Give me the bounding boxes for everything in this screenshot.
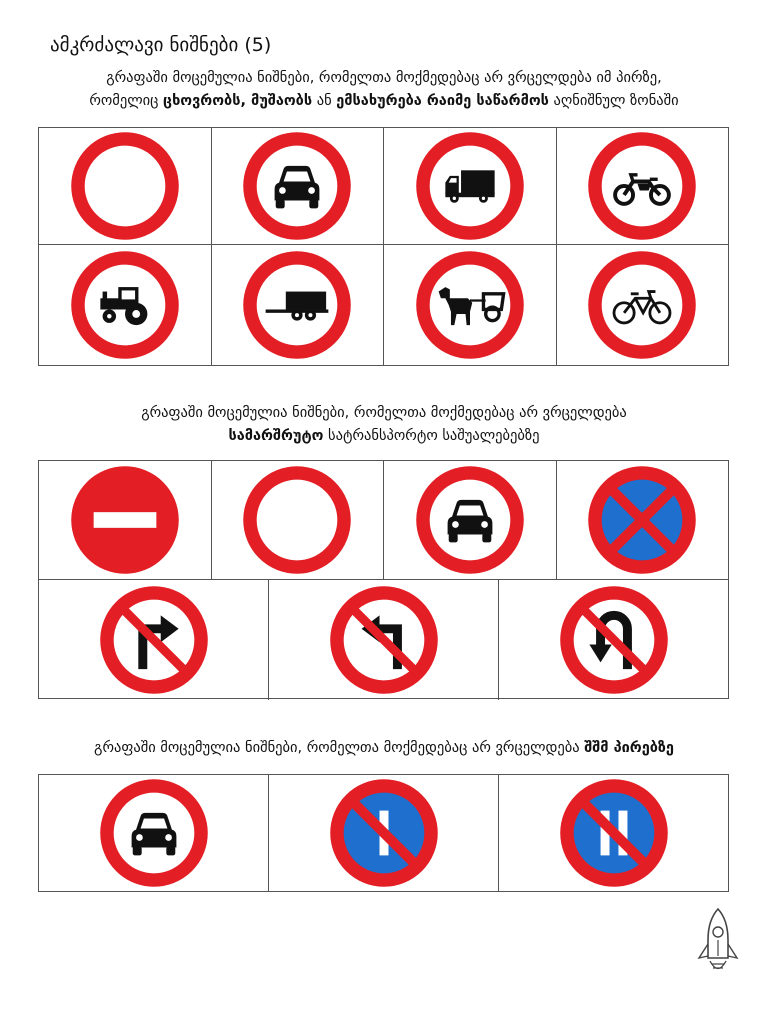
table-row bbox=[39, 461, 728, 580]
table-cell bbox=[39, 128, 212, 244]
table-cell bbox=[39, 461, 212, 579]
table-cell bbox=[499, 775, 728, 891]
no-tractors-icon bbox=[69, 249, 181, 361]
table-cell bbox=[384, 128, 557, 244]
table-cell bbox=[212, 128, 385, 244]
section3-line bbox=[0, 737, 768, 760]
rocket-icon bbox=[694, 906, 742, 978]
no-cars-icon bbox=[98, 777, 210, 889]
section1-sign-table bbox=[38, 127, 729, 366]
table-cell bbox=[269, 580, 499, 700]
table-cell bbox=[499, 580, 728, 700]
no-entry-icon bbox=[69, 464, 181, 576]
table-row bbox=[39, 245, 728, 365]
table-cell bbox=[557, 245, 729, 365]
section1-bold-serve: ემსახურება რაიმე საწარმოს bbox=[336, 93, 549, 109]
section1-line2-end: აღნიშნულ ზონაში bbox=[548, 93, 679, 109]
table-cell bbox=[384, 245, 557, 365]
section3-sign-table bbox=[38, 774, 729, 892]
no-vehicles-icon bbox=[69, 130, 181, 242]
section1-bold-live-work: ცხოვრობს, მუშაობს bbox=[163, 93, 313, 109]
page-title: ამკრძალავი ნიშნები (5) bbox=[50, 34, 272, 56]
section3-line-start: გრაფაში მოცემულია ნიშნები, რომელთა მოქმედებაც არ ვრცელდება bbox=[94, 740, 585, 756]
no-horse-carts-icon bbox=[414, 249, 526, 361]
no-u-turn-icon bbox=[558, 584, 670, 696]
table-cell bbox=[269, 775, 499, 891]
section3-description bbox=[0, 737, 768, 760]
section1-line2 bbox=[0, 90, 768, 113]
table-row bbox=[39, 580, 728, 700]
no-cars-icon bbox=[241, 130, 353, 242]
no-right-turn-icon bbox=[98, 584, 210, 696]
section2-line1: გრაფაში მოცემულია ნიშნები, რომელთა მოქმედებაც არ ვრცელდება bbox=[141, 405, 627, 421]
no-trucks-icon bbox=[414, 130, 526, 242]
table-cell bbox=[557, 128, 729, 244]
table-cell bbox=[384, 461, 557, 579]
table-row bbox=[39, 128, 728, 245]
no-parking-odd-days-icon bbox=[328, 777, 440, 889]
section1-line2-start: რომელიც bbox=[89, 93, 164, 109]
section1-line2-mid: ან bbox=[312, 93, 337, 109]
section2-sign-table bbox=[38, 460, 729, 699]
section3-bold-disabled: შშმ პირებზე bbox=[584, 740, 674, 756]
section2-line2-end: სატრანსპორტო საშუალებებზე bbox=[323, 428, 540, 444]
table-cell bbox=[39, 580, 269, 700]
no-vehicles-icon bbox=[241, 464, 353, 576]
section1-description bbox=[0, 67, 768, 113]
table-cell bbox=[39, 775, 269, 891]
table-cell bbox=[39, 245, 212, 365]
no-stopping-icon bbox=[586, 464, 698, 576]
table-cell bbox=[212, 245, 385, 365]
section1-line1: გრაფაში მოცემულია ნიშნები, რომელთა მოქმედებაც არ ვრცელდება იმ პირზე, bbox=[106, 70, 662, 86]
section2-line2 bbox=[0, 425, 768, 448]
no-motorcycles-icon bbox=[586, 130, 698, 242]
no-parking-even-days-icon bbox=[558, 777, 670, 889]
table-cell bbox=[557, 461, 729, 579]
no-left-turn-icon bbox=[328, 584, 440, 696]
table-row bbox=[39, 775, 728, 891]
section2-description bbox=[0, 402, 768, 448]
no-cars-icon bbox=[414, 464, 526, 576]
table-cell bbox=[212, 461, 385, 579]
no-bicycles-icon bbox=[586, 249, 698, 361]
no-trailers-icon bbox=[241, 249, 353, 361]
section2-bold-route: სამარშრუტო bbox=[228, 428, 324, 444]
